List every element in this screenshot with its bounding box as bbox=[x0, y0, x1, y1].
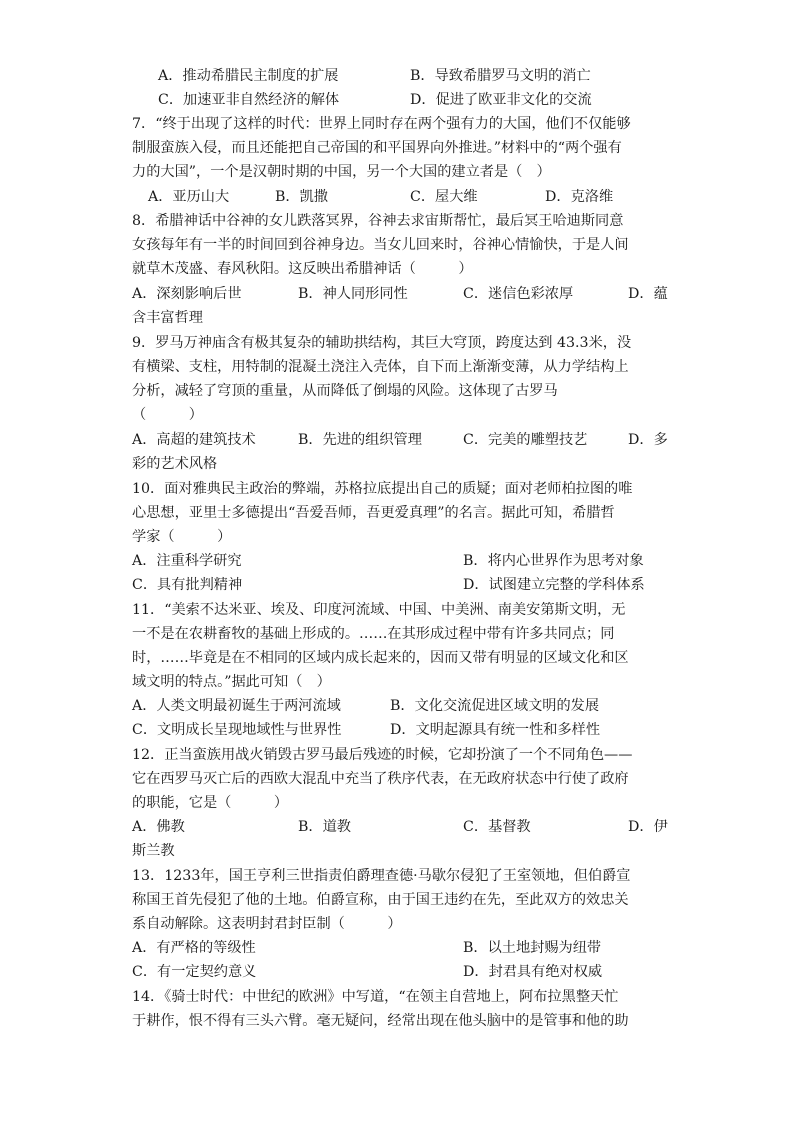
q12-option-wrap: 斯兰教 bbox=[132, 843, 175, 859]
q11-stem-line: 一不是在农耕畜牧的基础上形成的。……在其形成过程中带有许多共同点；同 bbox=[132, 626, 615, 642]
q10-stem-line: 10．面对雅典民主政治的弊端，苏格拉底提出自己的质疑；面对老师柏拉图的唯 bbox=[132, 481, 633, 497]
q9-option-wrap: 彩的艺术风格 bbox=[132, 456, 218, 472]
q14-stem-line: 14．《骑士时代：中世纪的欧洲》中写道，“在领主自营地上，阿布拉黑整天忙 bbox=[132, 989, 619, 1005]
q11-stem-line: 域文明的特点。”据此可知（ ） bbox=[132, 674, 331, 690]
q10-option-d: D．试图建立完整的学科体系 bbox=[463, 577, 645, 593]
q12-option-c: C．基督教 bbox=[463, 819, 531, 835]
q9-option-a: A．高超的建筑技术 bbox=[132, 432, 256, 448]
q13-option-a: A．有严格的等级性 bbox=[132, 940, 256, 956]
q10-stem-line: 学家（ ） bbox=[132, 529, 232, 545]
q6-option-d: D．促进了欧亚非文化的交流 bbox=[410, 92, 592, 108]
q9-stem-line: （ ） bbox=[132, 407, 203, 423]
q11-option-b: B．文化交流促进区域文明的发展 bbox=[390, 698, 600, 714]
q6-option-c: C．加速亚非自然经济的解体 bbox=[158, 92, 340, 108]
q12-option-a: A．佛教 bbox=[132, 819, 185, 835]
q8-option-d: D．蕴 bbox=[628, 286, 668, 302]
q9-stem-line: 有横梁、支柱，用特制的混凝土浇注入壳体，自下而上渐渐变薄，从力学结构上 bbox=[132, 359, 629, 375]
q11-option-c: C．文明成长呈现地域性与世界性 bbox=[132, 722, 342, 738]
q13-option-b: B．以土地封赐为纽带 bbox=[463, 940, 602, 956]
q8-stem-line: 8．希腊神话中谷神的女儿跌落冥界，谷神去求宙斯帮忙，最后冥王哈迪斯同意 bbox=[132, 213, 624, 229]
q12-stem-line: 12．正当蛮族用战火销毁古罗马最后残迹的时候，它却扮演了一个不同角色—— bbox=[132, 747, 633, 763]
q6-option-b: B．导致希腊罗马文明的消亡 bbox=[410, 68, 591, 84]
q7-stem-line: 制服蛮族入侵，而且还能把自己帝国的和平国界向外推进。”材料中的“两个强有 bbox=[132, 140, 622, 156]
q11-stem-line: 时，……毕竟是在不相同的区域内成长起来的，因而又带有明显的区域文化和区 bbox=[132, 650, 629, 666]
q10-option-b: B．将内心世界作为思考对象 bbox=[463, 553, 644, 569]
q9-option-c: C．完美的雕塑技艺 bbox=[463, 432, 588, 448]
q8-option-c: C．迷信色彩浓厚 bbox=[463, 286, 574, 302]
q9-stem-line: 9．罗马万神庙含有极其复杂的辅助拱结构，其巨大穹顶，跨度达到 43.3米，没 bbox=[132, 335, 632, 351]
q9-stem-line: 分析，减轻了穹顶的重量，从而降低了倒塌的风险。这体现了古罗马 bbox=[132, 383, 558, 399]
q13-option-c: C．有一定契约意义 bbox=[132, 964, 257, 980]
q8-option-b: B．神人同形同性 bbox=[298, 286, 408, 302]
q9-option-b: B．先进的组织管理 bbox=[298, 432, 422, 448]
q12-stem-line: 的职能，它是（ ） bbox=[132, 795, 289, 811]
q7-stem-line: 7．“终于出现了这样的时代：世界上同时存在两个强有力的大国，他们不仅能够 bbox=[132, 116, 631, 132]
q10-stem-line: 心思想，亚里士多德提出“吾爱吾师，吾更爱真理”的名言。据此可知，希腊哲 bbox=[132, 505, 615, 521]
q7-stem-line: 力的大国”，一个是汉朝时期的中国，另一个大国的建立者是（ ） bbox=[132, 164, 551, 180]
q14-stem-line: 于耕作，恨不得有三头六臂。毫无疑问，经常出现在他头脑中的是管事和他的助 bbox=[132, 1013, 629, 1029]
q12-option-b: B．道教 bbox=[298, 819, 351, 835]
q13-stem-line: 13．1233年，国王亨利三世指责伯爵理查德·马歇尔侵犯了王室领地，但伯爵宣 bbox=[132, 868, 631, 884]
q7-option-d: D．克洛维 bbox=[545, 189, 614, 205]
q7-option-b: B．凯撒 bbox=[275, 189, 328, 205]
q13-stem-line: 称国王首先侵犯了他的土地。伯爵宣称，由于国王违约在先，至此双方的效忠关 bbox=[132, 892, 629, 908]
q8-stem-line: 女孩每年有一半的时间回到谷神身边。当女儿回来时，谷神心情愉快，于是人间 bbox=[132, 237, 629, 253]
q13-stem-line: 系自动解除。这表明封君封臣制（ ） bbox=[132, 916, 402, 932]
q10-option-a: A．注重科学研究 bbox=[132, 553, 242, 569]
q7-option-a: A．亚历山大 bbox=[148, 189, 230, 205]
q7-option-c: C．屋大维 bbox=[410, 189, 478, 205]
q11-option-a: A．人类文明最初诞生于两河流域 bbox=[132, 698, 341, 714]
q11-stem-line: 11．“美索不达米亚、埃及、印度河流域、中国、中美洲、南美安第斯文明，无 bbox=[132, 602, 626, 618]
q9-option-d: D．多 bbox=[628, 432, 668, 448]
q10-option-c: C．具有批判精神 bbox=[132, 577, 243, 593]
q8-stem-line: 就草木茂盛、春风秋阳。这反映出希腊神话（ ） bbox=[132, 261, 473, 277]
q11-option-d: D．文明起源具有统一性和多样性 bbox=[390, 722, 601, 738]
q13-option-d: D．封君具有绝对权威 bbox=[463, 964, 603, 980]
q6-option-a: A．推动希腊民主制度的扩展 bbox=[158, 68, 339, 84]
q12-stem-line: 它在西罗马灭亡后的西欧大混乱中充当了秩序代表，在无政府状态中行使了政府 bbox=[132, 771, 629, 787]
q12-option-d: D．伊 bbox=[628, 819, 668, 835]
q8-option-wrap: 含丰富哲理 bbox=[132, 310, 203, 326]
q8-option-a: A．深刻影响后世 bbox=[132, 286, 242, 302]
